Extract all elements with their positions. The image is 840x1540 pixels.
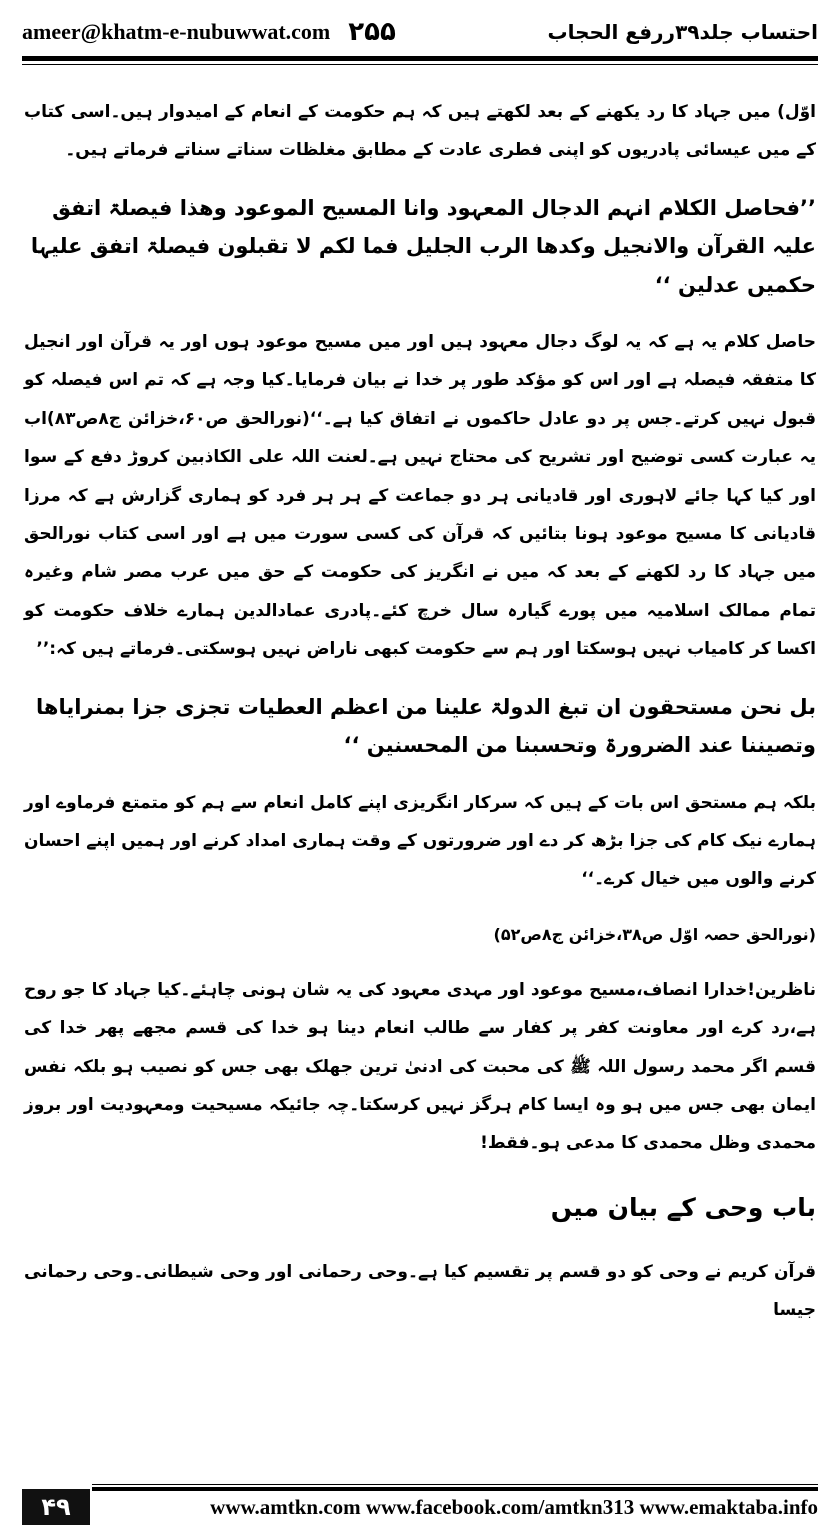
paragraph-translation-1: حاصل کلام یہ ہے کہ یہ لوگ دجال معہود ہیں اور میں مسیح موعود ہوں اور یہ قرآن اور انجیل کا متفقہ فیصلہ ہے اور اس کو مؤکد طور پر خدا نے بیان فرمایا۔کیا وجہ ہے کہ تم اس فیصلہ کو قبول نہیں کرتے۔جس پر دو عادل حاکموں نے اتفاق کیا ہے۔‘‘(نورالحق ص۶۰،خزائن ج۸ص۸۳)اب یہ عبارت کسی توضیح اور تشریح کی محتاج نہیں ہے۔لعنت اللہ علی الکاذبین کروڑ دفع کے سوا اور کیا کہا جائے لاہوری اور قادیانی ہر دو جماعت کے ہر ہر فرد کو ہماری گزارش ہے کہ مرزا قادیانی کا مسیح موعود ہونا بتائیں کہ قرآن کی کسی سورت میں ہے اور اسی کتاب نورالحق میں جہاد کا رد لکھنے کے بعد کہ میں نے انگریز کی حکومت کے حق میں عرب مصر شام وغیرہ تمام ممالک اسلامیہ میں پورے گیارہ سال خرچ کئے۔پادری عمادالدین ہمارے خلاف حکومت کو اکسا کر کامیاب نہیں ہوسکتا اور ہم سے حکومت کبھی ناراض نہیں ہوسکتی۔فرماتے ہیں کہ:’’ [24,332,816,660]
paragraph-translation-2: بلکہ ہم مستحق اس بات کے ہیں کہ سرکار انگریزی اپنے کامل انعام سے ہم کو متمتع فرماوے اور ہمارے نیک کام کی جزا بڑھ کر دے اور ضرورتوں کے وقت ہماری امداد کرنے اور ہمیں اپنے احسان کرنے والوں میں خیال کرے۔‘‘ [24,792,816,890]
running-title: احتساب جلد۳۹ررفع الحجاب [547,20,818,44]
folio-number: ۴۹ [22,1489,90,1525]
footer-rule-thin [92,1484,818,1485]
header-left [22,17,396,47]
section-heading: باب وحی کے بیان میں [550,1192,816,1222]
page-header [22,14,818,50]
page-number: ۲۵۵ [348,17,396,47]
paragraph-readers: ناظرین!خدارا انصاف،مسیح موعود اور مہدی معہود کی یہ شان ہونی چاہئے۔کیا جہاد کا جو روح ہے،رد کرے اور معاونت کفر پر کفار سے طالب انعام دینا ہو خدا کی قسم مجھے پھر خدا کی قسم اگر محمد رسول اللہ ﷺ کی محبت کی ادنیٰ ترین جھلک بھی جس کو نصیب ہو بلکہ نفس ایمان بھی جس میں ہو وہ ایسا کام ہرگز نہیں کرسکتا۔چہ جائیکہ مسیحیت ومعہودیت اور بروز محمدی وظل محمدی کا مدعی ہو۔فقط! [24,979,816,1154]
page-footer [22,1490,818,1524]
header-rule-thick [22,56,818,61]
reference-citation: (نورالحق حصہ اوّل ص۳۸،خزائن ج۸ص۵۲) [493,924,816,944]
footer-links[interactable]: www.amtkn.com www.facebook.com/amtkn313 www.emaktaba.info [210,1494,818,1519]
header-email[interactable]: ameer@khatm-e-nubuwwat.com [22,19,331,44]
header-rule-thin [22,64,818,65]
paragraph-intro: اوّل) میں جہاد کا رد یکھنے کے بعد لکھتے ہیں کہ ہم حکومت کے انعام کے امیدوار ہیں۔اسی کتاب کے میں عیسائی پادریوں کو اپنی فطری عادت کے مطابق مغلظات سناتے سناتے فرماتے ہیں۔ [24,102,816,161]
arabic-quote-2: بل نحن مستحقون ان تبغ الدولۃ علینا من اعظم العطیات تجزی جزا بمنرایاھا وتصیننا عند الضرورۃ وتحسبنا من المحسنین ‘‘ [36,694,816,758]
body-text [24,74,816,1349]
arabic-quote-1: ’’فحاصل الکلام انہم الدجال المعہود وانا المسیح الموعود وھذا فیصلۃ اتفق علیہ القرآن والانجیل وکدھا الرب الجلیل فما لکم لا تقبلون فیصلۃ اتفق علیہا حکمیں عدلین ‘‘ [30,195,816,297]
paragraph-wahi: قرآن کریم نے وحی کو دو قسم پر تقسیم کیا ہے۔وحی رحمانی اور وحی شیطانی۔وحی رحمانی جیسا [24,1261,816,1321]
